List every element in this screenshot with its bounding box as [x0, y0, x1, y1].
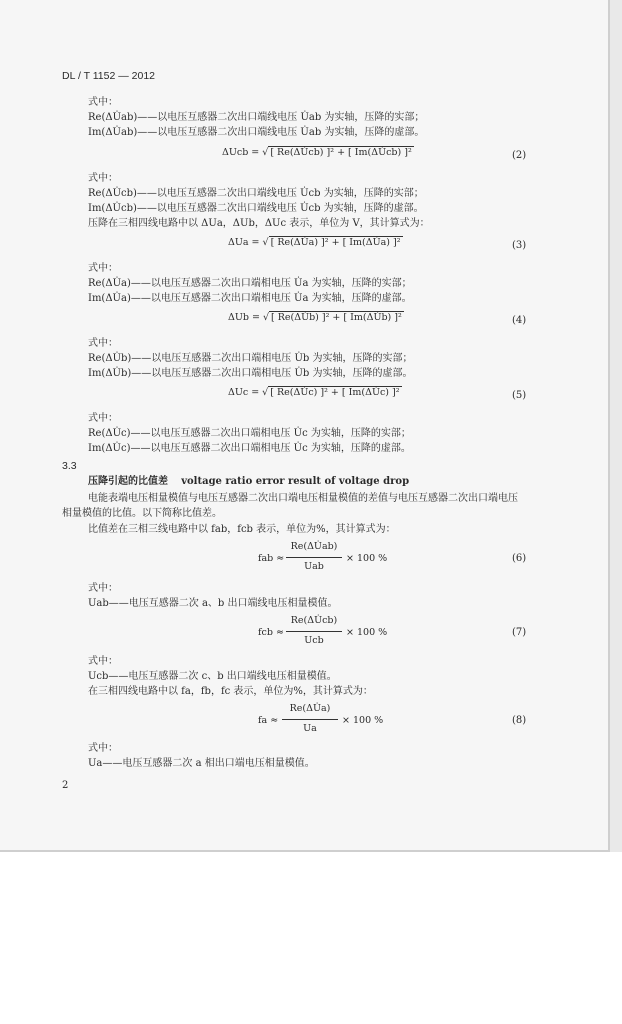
- equation-number: (2): [512, 150, 527, 161]
- text-line: 式中：: [88, 583, 118, 594]
- equation-7-tail: × 100 %: [346, 627, 388, 638]
- equation-lhs: ΔUa = √: [228, 237, 269, 248]
- fraction-line: [282, 719, 338, 720]
- equation-lhs: ΔUcb = √: [222, 147, 269, 158]
- equation-6-numerator: Re(ΔU̇ab): [290, 541, 338, 552]
- text-line: Re(ΔU̇b)——以电压互感器二次出口端相电压 U̇b 为实轴，压降的实部；: [88, 353, 413, 364]
- text-line: 式中：: [88, 413, 118, 424]
- text-line: 式中：: [88, 263, 118, 274]
- equation-8-denominator: Ua: [303, 723, 317, 734]
- equation-8-tail: × 100 %: [342, 715, 384, 726]
- text-line: 式中：: [88, 97, 118, 108]
- equation-number: (6): [512, 553, 527, 564]
- equation-number: (8): [512, 715, 527, 726]
- section-title: [88, 476, 409, 488]
- fraction-line: [286, 631, 342, 632]
- equation-3: [228, 237, 403, 248]
- text-line: 式中：: [88, 743, 118, 754]
- equation-6-denominator: Uab: [304, 561, 324, 572]
- text-line: 压降在三相四线电路中以 ΔUa，ΔUb，ΔUc 表示，单位为 V，其计算式为：: [88, 218, 430, 229]
- text-line: Ucb——电压互感器二次 c、b 出口端线电压相量模值。: [88, 671, 337, 682]
- fraction-line: [286, 557, 342, 558]
- equation-number: (7): [512, 627, 527, 638]
- section-title-en: voltage ratio error result of voltage drop: [181, 476, 410, 487]
- paragraph-line: 比值差在三相三线电路中以 fab，fcb 表示，单位为%，其计算式为：: [88, 524, 396, 535]
- text-line: Uab——电压互感器二次 a、b 出口端线电压相量模值。: [88, 598, 338, 609]
- equation-radicand: [ Re(ΔU̇b) ]² + [ Im(ΔU̇b) ]²: [271, 312, 402, 323]
- equation-radicand: [ Re(ΔU̇a) ]² + [ Im(ΔU̇a) ]²: [270, 237, 401, 248]
- text-line: Re(ΔU̇ab)——以电压互感器二次出口端线电压 U̇ab 为实轴，压降的实部；: [88, 112, 425, 123]
- paragraph-line: 电能表端电压相量模值与电压互感器二次出口端电压相量模值的差值与电压互感器二次出口端电压: [88, 493, 518, 504]
- equation-7-numerator: Re(ΔU̇cb): [290, 615, 338, 626]
- equation-radicand: [ Re(ΔU̇cb) ]² + [ Im(ΔU̇cb) ]²: [270, 147, 412, 158]
- document-header: DL / T 1152 — 2012: [62, 70, 156, 82]
- text-line: Im(ΔU̇c)——以电压互感器二次出口端相电压 U̇c 为实轴，压降的虚部。: [88, 443, 411, 454]
- section-title-cn: 压降引起的比值差: [88, 476, 168, 487]
- text-line: 式中：: [88, 338, 118, 349]
- section-number: 3.3: [62, 460, 77, 472]
- paragraph-line: 在三相四线电路中以 fa，fb，fc 表示，单位为%，其计算式为：: [88, 686, 373, 697]
- equation-8-numerator: Re(ΔU̇a): [289, 703, 331, 714]
- equation-7-lhs: fcb ≈: [258, 627, 284, 638]
- text-line: Im(ΔU̇ab)——以电压互感器二次出口端线电压 U̇ab 为实轴，压降的虚部。: [88, 127, 425, 138]
- equation-5: [228, 387, 402, 398]
- blank-area: [0, 852, 622, 1024]
- text-line: Re(ΔU̇cb)——以电压互感器二次出口端线电压 U̇cb 为实轴，压降的实部；: [88, 188, 424, 199]
- page-number: 2: [62, 780, 69, 791]
- text-line: 式中：: [88, 173, 118, 184]
- equation-6-lhs: fab ≈: [258, 553, 285, 564]
- equation-6-tail: × 100 %: [346, 553, 388, 564]
- text-line: Im(ΔU̇b)——以电压互感器二次出口端相电压 U̇b 为实轴，压降的虚部。: [88, 368, 413, 379]
- text-line: Re(ΔU̇a)——以电压互感器二次出口端相电压 U̇a 为实轴，压降的实部；: [88, 278, 412, 289]
- paragraph-line: 相量模值的比值。以下简称比值差。: [62, 508, 222, 519]
- equation-4: [228, 312, 404, 323]
- text-line: Ua——电压互感器二次 a 相出口端电压相量模值。: [88, 758, 315, 769]
- text-line: Im(ΔU̇cb)——以电压互感器二次出口端线电压 U̇cb 为实轴，压降的虚部。: [88, 203, 424, 214]
- equation-radicand: [ Re(ΔU̇c) ]² + [ Im(ΔU̇c) ]²: [270, 387, 400, 398]
- equation-number: (4): [512, 315, 527, 326]
- equation-7-denominator: Ucb: [304, 635, 324, 646]
- equation-8-lhs: fa ≈: [258, 715, 279, 726]
- equation-lhs: ΔUc = √: [228, 387, 269, 398]
- equation-lhs: ΔUb = √: [228, 312, 270, 323]
- equation-number: (3): [512, 240, 527, 251]
- text-line: Re(ΔU̇c)——以电压互感器二次出口端相电压 U̇c 为实轴，压降的实部；: [88, 428, 411, 439]
- text-line: 式中：: [88, 656, 118, 667]
- equation-2: [222, 147, 414, 158]
- equation-number: (5): [512, 390, 527, 401]
- text-line: Im(ΔU̇a)——以电压互感器二次出口端相电压 U̇a 为实轴，压降的虚部。: [88, 293, 412, 304]
